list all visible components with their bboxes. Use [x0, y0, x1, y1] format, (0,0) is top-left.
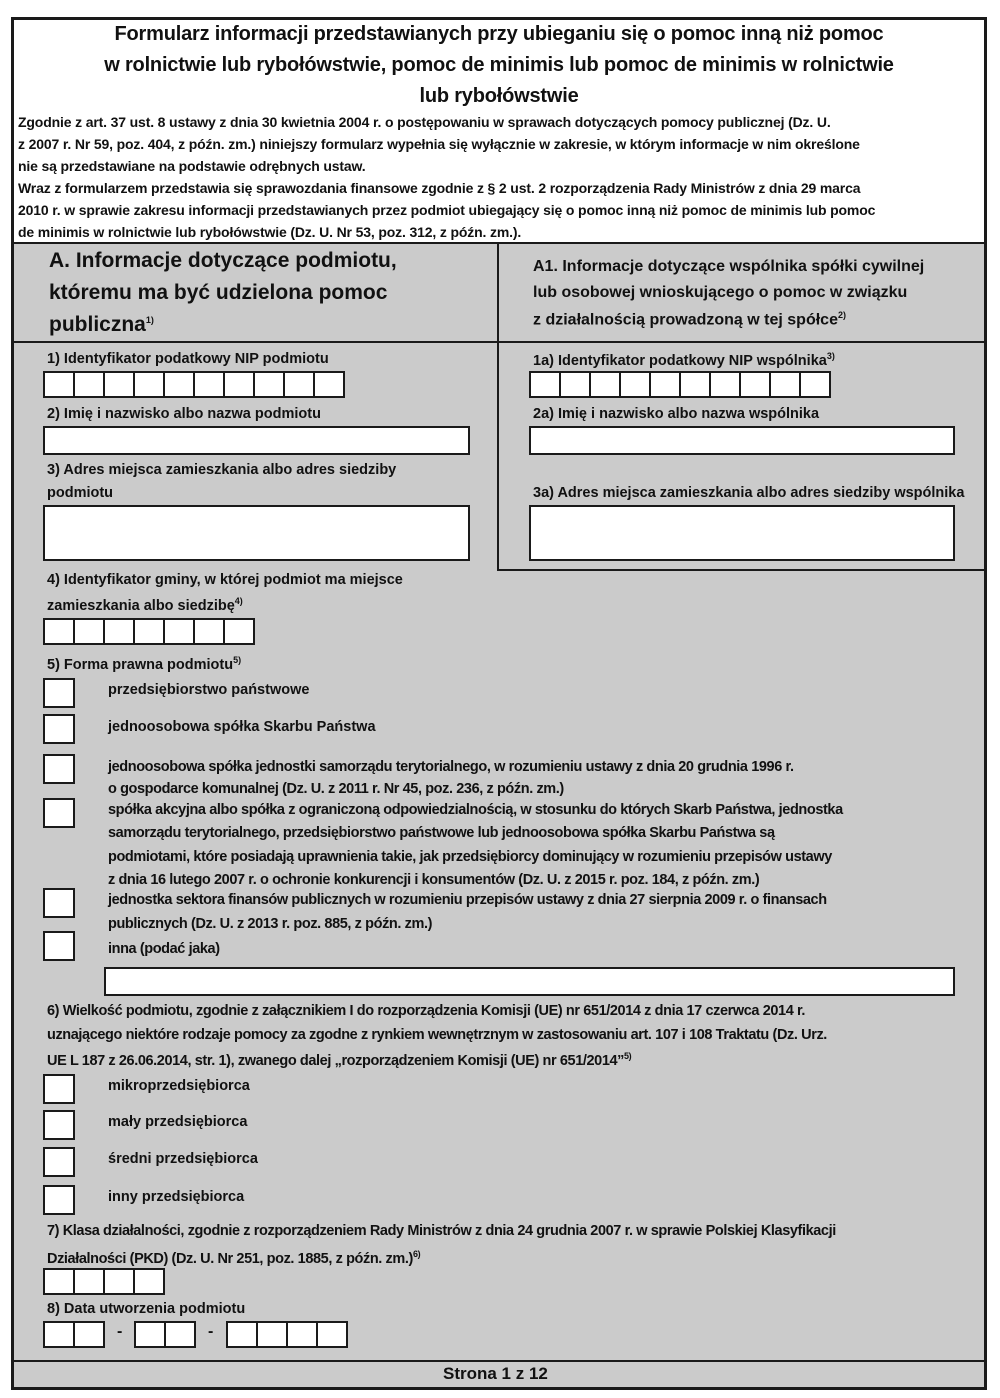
gmina-label-line-2: zamieszkania albo siedzibę$^{4)}$ — [47, 596, 243, 614]
intro-line: 2010 r. w sprawie zakresu informacji przedstawianych przez podmiot ubiegający się o pomoc inną niż pomoc de minimis lub pomoc — [18, 202, 876, 218]
gmina-id-input[interactable] — [43, 618, 253, 645]
nip-digit-cell[interactable] — [283, 371, 315, 398]
legal-form-option-label: z dnia 16 lutego 2007 r. o ochronie konkurencji i konsumentów (Dz. U. z 2015 r. poz. 184, z późn. zm.) — [108, 872, 760, 888]
legal-form-option-label: spółka akcyjna albo spółka z ograniczoną odpowiedzialnością, w stosunku do których Skarb Państwa, jednostka — [108, 802, 843, 818]
footnote-ref: 4) — [234, 596, 243, 606]
partner-nip-digit-cell[interactable] — [709, 371, 741, 398]
partner-nip-digit-cell[interactable] — [619, 371, 651, 398]
intro-line: Wraz z formularzem przedstawia się sprawozdania finansowe zgodnie z § 2 ust. 2 rozporządzenia Rady Ministrów z dnia 29 marca — [18, 180, 861, 196]
nip-digit-cell[interactable] — [133, 371, 165, 398]
size-label-line-3: UE L 187 z 26.06.2014, str. 1), zwanego dalej „rozporządzeniem Komisji (UE) nr 651/2014”$^{5)}$ — [47, 1051, 632, 1069]
intro-line: z 2007 r. Nr 59, poz. 404, z późn. zm.) niniejszy formularz wypełnia się wyłącznie w zakresie, w którym informacje w nim określone — [18, 136, 860, 152]
intro-line: nie są przedstawiane na podstawie odrębnych ustaw. — [18, 158, 366, 174]
address-label-line-2: podmiotu — [47, 485, 114, 501]
gmina-digit-cell[interactable] — [193, 618, 225, 645]
partner-nip-digit-cell[interactable] — [589, 371, 621, 398]
size-option-label: mikroprzedsiębiorca — [108, 1078, 250, 1094]
nip-digit-cell[interactable] — [103, 371, 135, 398]
section-a-heading-line-1: A. Informacje dotyczące podmiotu, — [49, 249, 397, 272]
legal-form-label: 5) Forma prawna podmiotu$^{5)}$ — [47, 655, 242, 673]
section-a-heading-line-3: publiczna$^{1)}$ — [49, 313, 154, 336]
creation-month-input[interactable] — [134, 1321, 194, 1348]
size-checkbox-medium[interactable] — [43, 1147, 75, 1177]
legal-form-option-label: podmiotami, które posiadają uprawnienia takie, jak przedsiębiorcy dominujący w rozumieniu przepisów ustawy — [108, 849, 832, 865]
title-line-1: Formularz informacji przedstawianych przy ubieganiu się o pomoc inną niż pomoc — [114, 23, 884, 45]
address-input[interactable] — [43, 505, 470, 561]
size-option-label: mały przedsiębiorca — [108, 1114, 248, 1130]
intro-line: de minimis w rolnictwie lub rybołówstwie (Dz. U. Nr 53, poz. 312, z późn. zm.). — [18, 224, 522, 240]
legal-form-option-label: jednostka sektora finansów publicznych w rozumieniu przepisów ustawy z dnia 27 sierpnia 2009 r. o finansach — [108, 892, 827, 908]
size-label-line-1: 6) Wielkość podmiotu, zgodnie z załącznikiem I do rozporządzenia Komisji (UE) nr 651/2014 z dnia 17 czerwca 2014 r. — [47, 1003, 806, 1019]
pkd-input[interactable] — [43, 1268, 163, 1295]
column-divider — [497, 244, 499, 571]
gmina-digit-cell[interactable] — [73, 618, 105, 645]
date-separator: - — [208, 1323, 214, 1340]
legal-form-option-label: o gospodarce komunalnej (Dz. U. z 2011 r. Nr 45, poz. 236, z późn. zm.) — [108, 781, 564, 797]
footer-divider — [14, 1360, 984, 1362]
intro-line: Zgodnie z art. 37 ust. 8 ustawy z dnia 30 kwietnia 2004 r. o postępowaniu w sprawach dotyczących pomocy publicznej (Dz. U. — [18, 114, 831, 130]
partner-nip-digit-cell[interactable] — [799, 371, 831, 398]
intro-text — [14, 112, 984, 244]
pkd-cell[interactable] — [73, 1268, 105, 1295]
title-line-3: lub rybołówstwie — [419, 85, 579, 107]
legal-form-option-label: publicznych (Dz. U. z 2013 r. poz. 885, z późn. zm.) — [108, 916, 433, 932]
address-label-line-1: 3) Adres miejsca zamieszkania albo adres siedziby — [47, 462, 397, 478]
legal-form-option-label: jednoosobowa spółka jednostki samorządu terytorialnego, w rozumieniu ustawy z dnia 20 grudnia 1996 r. — [108, 759, 794, 775]
partner-nip-digit-cell[interactable] — [559, 371, 591, 398]
pkd-label-line-2: Działalności (PKD) (Dz. U. Nr 251, poz. 1885, z późn. zm.)$^{6)}$ — [47, 1249, 421, 1267]
partner-nip-digit-cell[interactable] — [529, 371, 561, 398]
nip-digit-cell[interactable] — [313, 371, 345, 398]
date-separator: - — [117, 1323, 123, 1340]
month-cell[interactable] — [134, 1321, 166, 1348]
nip-digit-cell[interactable] — [193, 371, 225, 398]
legal-form-checkbox-sa-or-llc[interactable] — [43, 798, 75, 828]
legal-form-checkbox-other[interactable] — [43, 931, 75, 961]
partner-nip-digit-cell[interactable] — [649, 371, 681, 398]
section-a1-heading-line-1: A1. Informacje dotyczące wspólnika spółki cywilnej — [533, 258, 925, 275]
partner-nip-digit-cell[interactable] — [739, 371, 771, 398]
section-a1-heading-line-3: z działalnością prowadzoną w tej spółce$^{2)}$ — [533, 310, 846, 329]
creation-day-input[interactable] — [43, 1321, 103, 1348]
year-cell[interactable] — [226, 1321, 258, 1348]
legal-form-option-label: inna (podać jaka) — [108, 941, 220, 957]
size-option-label: inny przedsiębiorca — [108, 1189, 245, 1205]
size-option-label: średni przedsiębiorca — [108, 1151, 258, 1167]
name-label: 2) Imię i nazwisko albo nazwa podmiotu — [47, 406, 321, 422]
footnote-ref: 5) — [624, 1051, 632, 1061]
footnote-ref: 2) — [837, 310, 846, 320]
day-cell[interactable] — [73, 1321, 105, 1348]
page-number: Strona 1 z 12 — [443, 1364, 548, 1383]
footnote-ref: 5) — [233, 655, 242, 665]
gmina-label-line-1: 4) Identyfikator gminy, w której podmiot ma miejsce — [47, 572, 403, 588]
legal-form-option-label: jednoosobowa spółka Skarbu Państwa — [108, 719, 376, 735]
form-title — [14, 20, 984, 114]
partner-nip-digit-cell[interactable] — [679, 371, 711, 398]
size-label-line-2: uznającego niektóre rodzaje pomocy za zgodne z rynkiem wewnętrznym w zastosowaniu art. 107 i 108 Traktatu (Dz. Urz. — [47, 1027, 827, 1043]
heading-divider — [14, 341, 984, 343]
partner-address-input[interactable] — [529, 505, 955, 561]
gmina-digit-cell[interactable] — [223, 618, 255, 645]
nip-digit-cell[interactable] — [163, 371, 195, 398]
section-a-heading-line-2: któremu ma być udzielona pomoc — [49, 281, 388, 304]
partner-name-label: 2a) Imię i nazwisko albo nazwa wspólnika — [533, 406, 820, 422]
creation-date-label: 8) Data utworzenia podmiotu — [47, 1301, 246, 1317]
legal-form-option-label: samorządu terytorialnego, przedsiębiorstwo państwowe lub jednoosobowa spółka Skarbu Państwa są — [108, 825, 775, 841]
footnote-ref: 6) — [412, 1249, 421, 1259]
legal-form-option-label: przedsiębiorstwo państwowe — [108, 682, 310, 698]
creation-year-input[interactable] — [226, 1321, 346, 1348]
legal-form-checkbox-treasury-company[interactable] — [43, 714, 75, 744]
year-cell[interactable] — [256, 1321, 288, 1348]
nip-input[interactable] — [43, 371, 343, 398]
nip-label: 1) Identyfikator podatkowy NIP podmiotu — [47, 351, 329, 367]
pkd-cell[interactable] — [43, 1268, 75, 1295]
pkd-cell[interactable] — [133, 1268, 165, 1295]
legal-form-checkbox-local-gov-company[interactable] — [43, 754, 75, 784]
name-input[interactable] — [43, 426, 470, 455]
nip-digit-cell[interactable] — [43, 371, 75, 398]
title-line-2: w rolnictwie lub rybołówstwie, pomoc de minimis lub pomoc de minimis w rolnictwie — [104, 54, 894, 76]
partner-nip-input[interactable] — [529, 371, 829, 398]
partner-nip-digit-cell[interactable] — [769, 371, 801, 398]
gmina-digit-cell[interactable] — [43, 618, 75, 645]
gmina-digit-cell[interactable] — [163, 618, 195, 645]
nip-digit-cell[interactable] — [73, 371, 105, 398]
day-cell[interactable] — [43, 1321, 75, 1348]
year-cell[interactable] — [316, 1321, 348, 1348]
a1-bottom-divider — [497, 569, 984, 571]
gmina-digit-cell[interactable] — [133, 618, 165, 645]
size-checkbox-small[interactable] — [43, 1110, 75, 1140]
partner-nip-label: 1a) Identyfikator podatkowy NIP wspólnika$^{3)}$ — [533, 351, 835, 369]
year-cell[interactable] — [286, 1321, 318, 1348]
nip-digit-cell[interactable] — [253, 371, 285, 398]
footnote-ref: 1) — [145, 315, 154, 325]
partner-name-input[interactable] — [529, 426, 955, 455]
legal-form-checkbox-public-finance-unit[interactable] — [43, 888, 75, 918]
pkd-cell[interactable] — [103, 1268, 135, 1295]
gmina-digit-cell[interactable] — [103, 618, 135, 645]
section-a1-heading-line-2: lub osobowej wnioskującego o pomoc w związku — [533, 284, 908, 301]
legal-form-other-input[interactable] — [104, 967, 955, 996]
legal-form-checkbox-state-enterprise[interactable] — [43, 678, 75, 708]
size-checkbox-other[interactable] — [43, 1185, 75, 1215]
size-checkbox-micro[interactable] — [43, 1074, 75, 1104]
nip-digit-cell[interactable] — [223, 371, 255, 398]
month-cell[interactable] — [164, 1321, 196, 1348]
footnote-ref: 3) — [826, 351, 835, 361]
partner-address-label: 3a) Adres miejsca zamieszkania albo adres siedziby wspólnika — [533, 485, 965, 501]
pkd-label-line-1: 7) Klasa działalności, zgodnie z rozporządzeniem Rady Ministrów z dnia 24 grudnia 2007 r. w sprawie Polskiej Klasyfikacji — [47, 1223, 836, 1239]
